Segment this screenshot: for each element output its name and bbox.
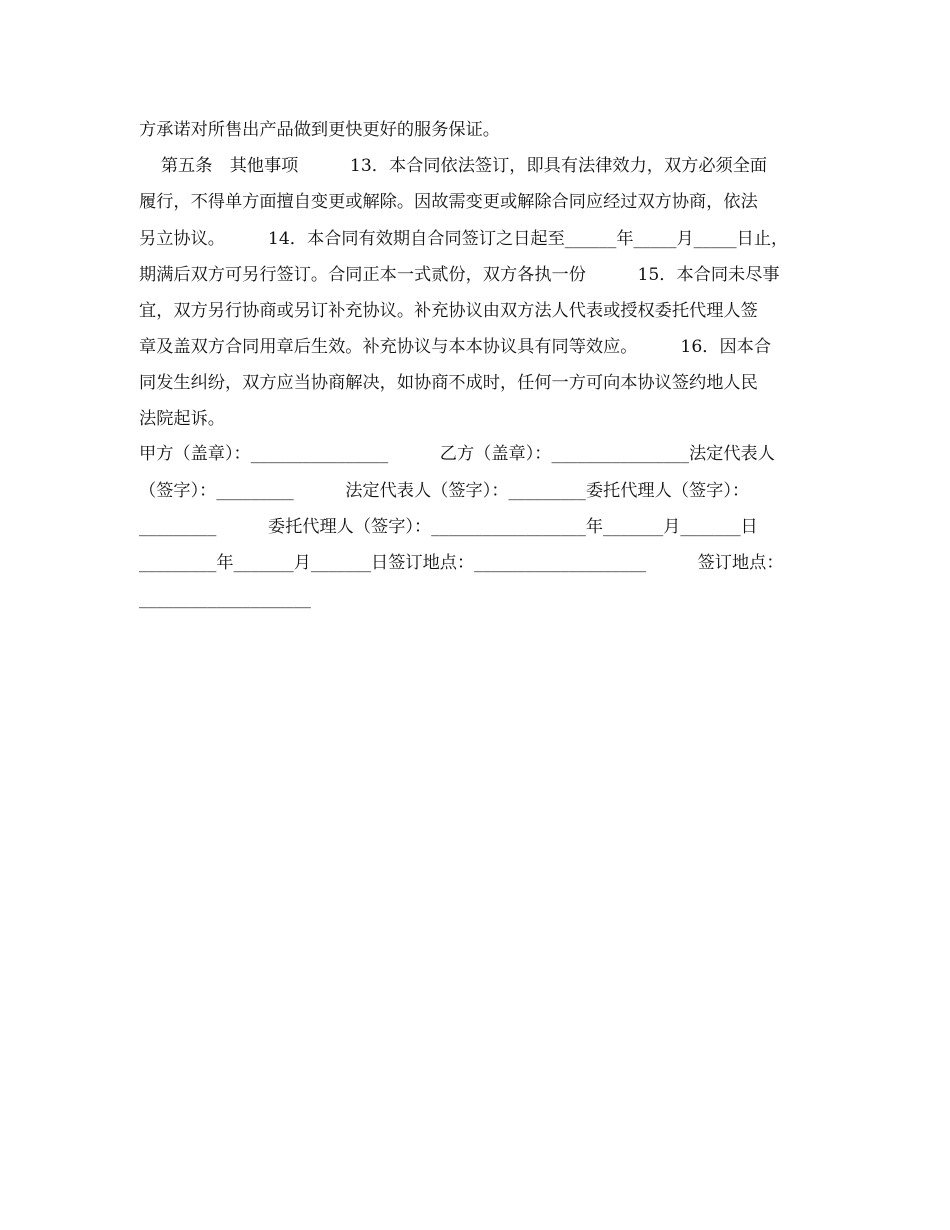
contract-text-line: 章及盖双方合同用章后生效。补充协议与本本协议具有同等效应。 16．因本合 bbox=[139, 337, 772, 357]
contract-text-line: 期满后双方可另行签订。合同正本一式贰份，双方各执一份 15．本合同未尽事 bbox=[139, 265, 780, 285]
contract-text-line: 宜，双方另行协商或另订补充协议。补充协议由双方法人代表或授权委托代理人签 bbox=[139, 301, 758, 321]
contract-text-line: 第五条 其他事项 13．本合同依法签订，即具有法律效力，双方必须全面 bbox=[139, 156, 768, 176]
signature-line: _________ 委托代理人（签字）：__________________年_______月_______日 bbox=[139, 517, 758, 537]
signature-line: ____________________ bbox=[139, 589, 311, 609]
signature-line: （签字）：_________ 法定代表人（签字）：_________委托代理人（签字）： bbox=[139, 481, 750, 501]
contract-text-line: 法院起诉。 bbox=[139, 409, 225, 429]
signature-line: 甲方（盖章）：________________ 乙方（盖章）：________________法定代表人 bbox=[139, 444, 775, 464]
contract-text-line: 履行，不得单方面擅自变更或解除。因故需变更或解除合同应经过双方协商，依法 bbox=[139, 192, 758, 212]
signature-line: _________年_______月_______日签订地点：____________________ 签订地点： bbox=[139, 553, 784, 573]
contract-text-line: 另立协议。 14．本合同有效期自合同签订之日起至______年_____月_____日止， bbox=[139, 229, 789, 249]
contract-text-line: 方承诺对所售出产品做到更快更好的服务保证。 bbox=[139, 120, 500, 140]
contract-text-line: 同发生纠纷，双方应当协商解决，如协商不成时，任何一方可向本协议签约地人民 bbox=[139, 373, 758, 393]
